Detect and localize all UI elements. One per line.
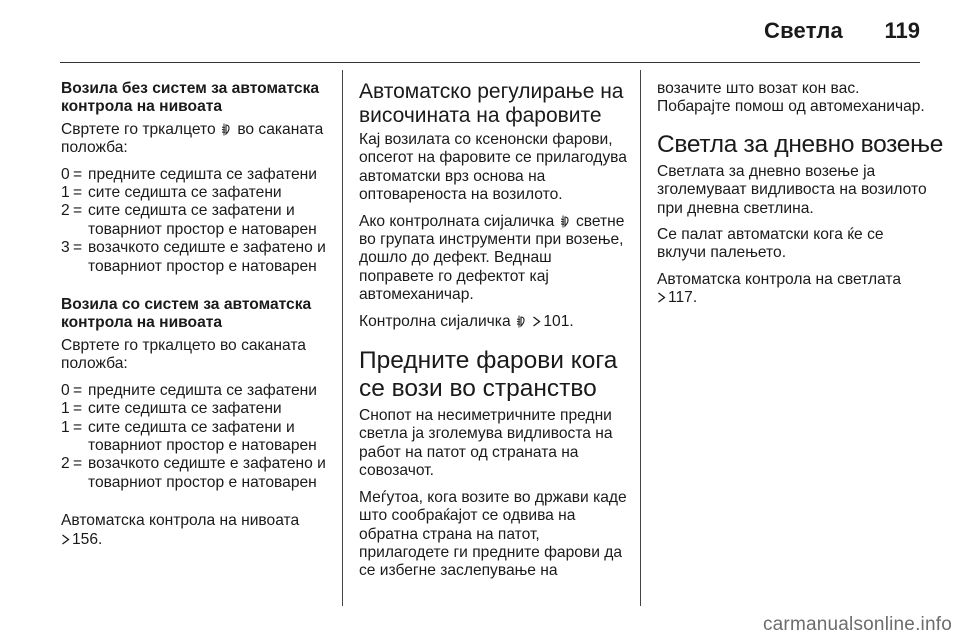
section-heading-with-auto-level: Возила со систем за автоматска контрола на нивоата (61, 296, 312, 332)
position-list-without-auto-level (61, 166, 329, 276)
section-heading-without-auto-level: Возила без систем за автоматска контрола на нивоата (61, 80, 320, 116)
header-rule (60, 62, 920, 63)
paragraph: Се палат автоматски кога ќе се вклучи палењето. (657, 226, 884, 262)
list-item: 1 = сите седишта се зафатени и товарниот простор е натоварен (61, 418, 317, 454)
list-item: 0 = предните седишта се зафатени (61, 381, 318, 399)
auto-light-reference: Автоматска контрола на светлата 117. (657, 270, 902, 307)
reference-arrow-icon (61, 534, 70, 545)
reference-arrow-icon (532, 316, 541, 327)
reference-page-link[interactable]: 156. (72, 530, 103, 548)
page-header-title: Светла (764, 18, 843, 43)
intro-text-a: Свртете го тркалцето (61, 120, 216, 138)
section-intro-with-auto-level: Свртете го тркалцето во саканата положба: (61, 336, 306, 373)
paragraph: Светлата за дневно возење ја зголемуваат видливоста на возилото при дневна светлина. (657, 162, 927, 217)
reference-page-link[interactable]: 101. (543, 312, 574, 330)
reference-arrow-icon (657, 292, 666, 303)
paragraph: Ако контролната сијаличка светне во групата инструменти при возење, дошло до дефект. Веднаш поправете го дефектот кај автомеханичар. (359, 212, 625, 304)
column-divider-2 (640, 70, 641, 606)
paragraph: возачите што возат кон вас. Побарајте помош од автомеханичар. (657, 80, 925, 116)
paragraph: Кај возилата со ксенонски фарови, опсегот на фаровите се прилагодува автоматски врз основа на оптовареноста на возилото. (359, 131, 627, 204)
column-1 (61, 80, 329, 557)
position-list-with-auto-level (61, 382, 329, 492)
section-intro-without-auto-level (61, 121, 329, 158)
list-item: 0 = предните седишта се зафатени (61, 165, 318, 183)
list-item: 1 = сите седишта се зафатени (61, 184, 282, 202)
heading-daytime-running-lights: Светла за дневно возење (657, 130, 944, 158)
auto-level-reference: Автоматска контрола на нивоата 156. (61, 512, 300, 548)
heading-auto-headlight-leveling: Автоматско регулирање на височината на фаровите (359, 80, 624, 127)
headlight-range-icon (517, 315, 526, 328)
paragraph: Снопот на несиметричните предни светла ја зголемува видливоста на работ на патот од страната на совозачот. (359, 407, 613, 480)
column-3 (657, 80, 944, 316)
column-2 (359, 80, 629, 589)
heading-headlights-abroad: Предните фарови кога се вози во странство (359, 347, 618, 403)
list-item: 2 = возачкото седиште е зафатено и товарниот простор е натоварен (61, 455, 326, 491)
page-number: 119 (884, 18, 920, 43)
headlight-range-icon (561, 215, 570, 228)
paragraph: Меѓутоа, кога возите во држави каде што сообраќајот се одвива на обратна страна на патот, прилагодете ги предните фарови да се избегне заслепување на (359, 488, 627, 580)
list-item: 2 = сите седишта се зафатени и товарниот простор е натоварен (61, 202, 317, 238)
paragraph: Контролна сијаличка 101. (359, 312, 574, 330)
headlight-range-icon (222, 123, 231, 136)
column-divider-1 (342, 70, 343, 606)
reference-page-link[interactable]: 117. (668, 289, 698, 307)
intro-text-b: во саканата положба: (61, 120, 324, 157)
list-item: 1 = сите седишта се зафатени (61, 400, 282, 418)
watermark: carmanualsonline.info (762, 614, 952, 635)
list-item: 3 = возачкото седиште е зафатено и товарниот простор е натоварен (61, 239, 326, 275)
